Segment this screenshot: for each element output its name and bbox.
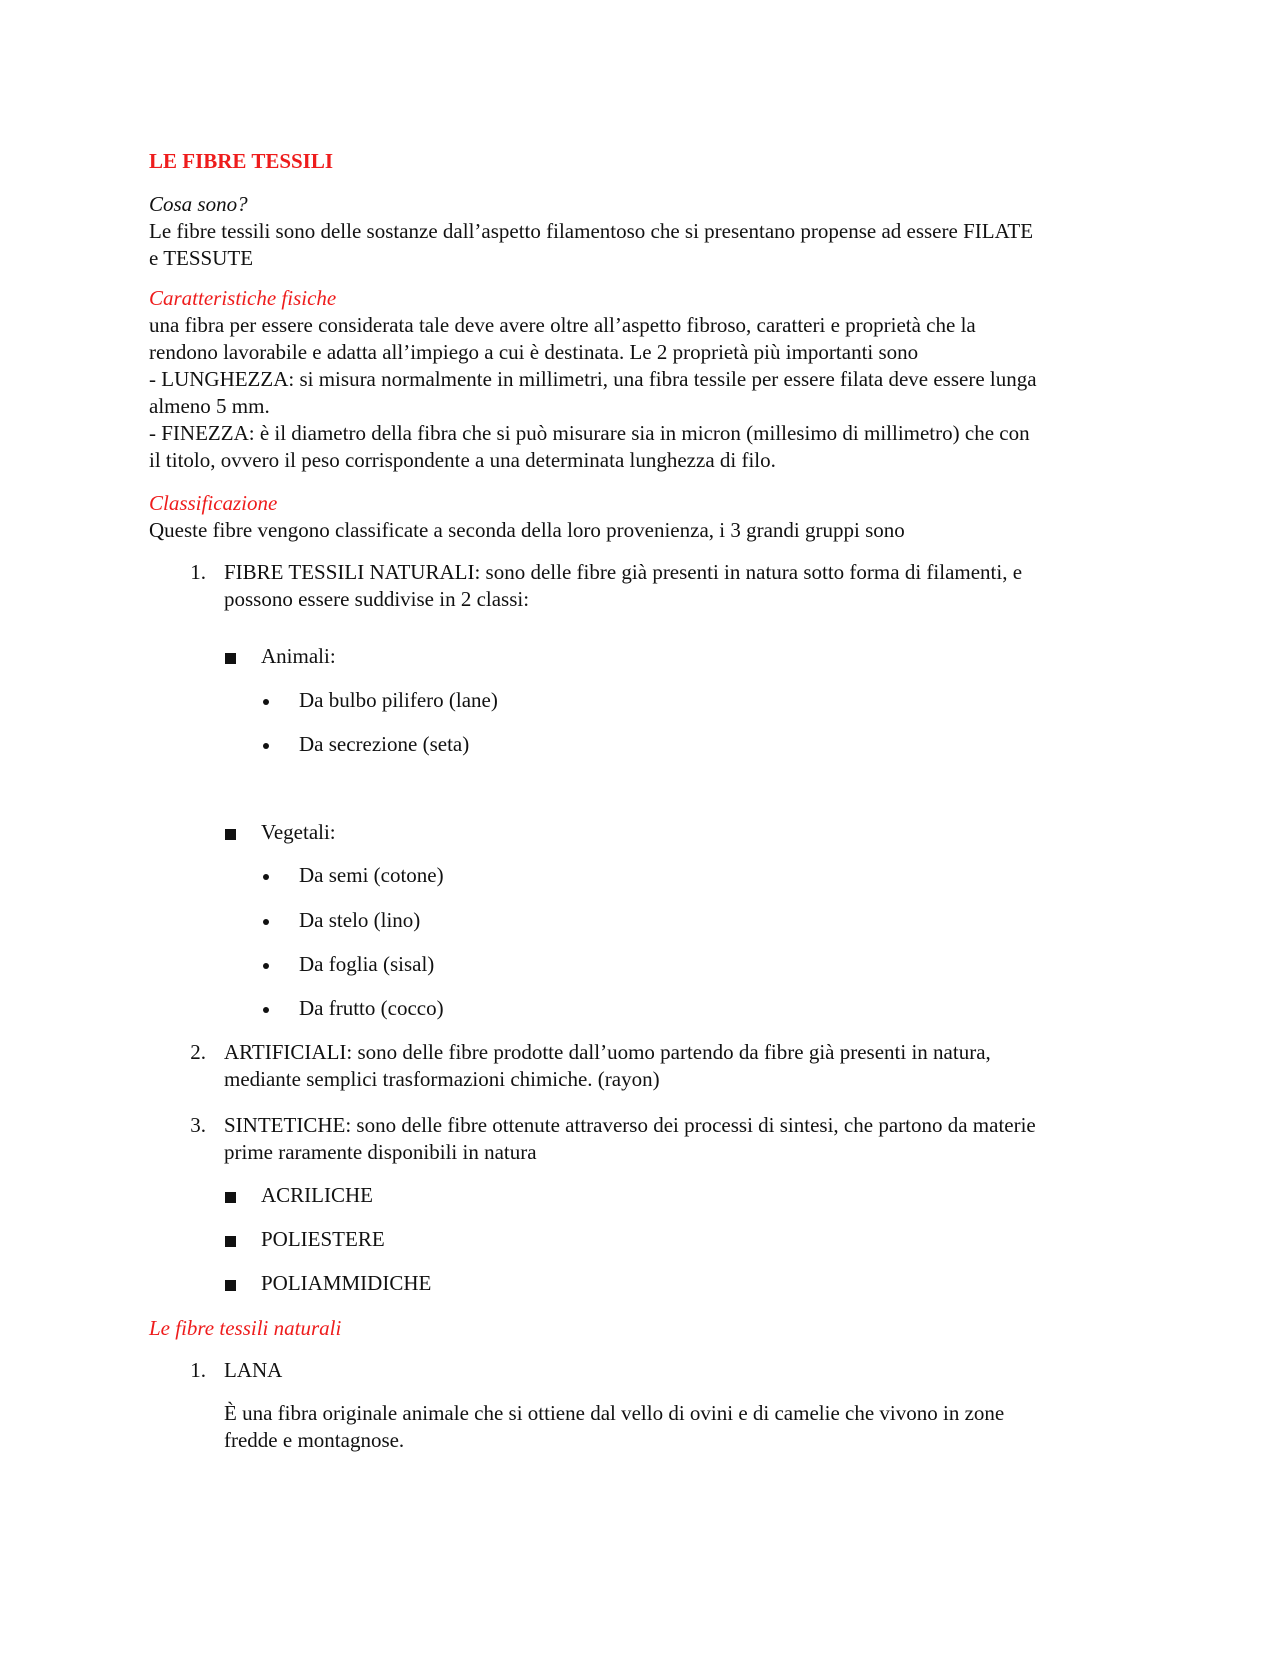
bullet-icon xyxy=(263,699,269,705)
list-item-text: Da bulbo pilifero (lane) xyxy=(299,688,498,712)
list-number: 1. xyxy=(190,560,206,584)
square-bullet-icon xyxy=(225,1236,236,1247)
physical-line-6: il titolo, ovvero il peso corrispondente a una determinata lunghezza di filo. xyxy=(149,448,776,472)
list-number: 2. xyxy=(190,1040,206,1064)
physical-line-2: rendono lavorabile e adatta all’impiego a cui è destinata. Le 2 proprietà più importanti sono xyxy=(149,340,919,364)
document-title: LE FIBRE TESSILI xyxy=(149,149,334,173)
list-item-text: ACRILICHE xyxy=(261,1183,373,1207)
list-item-text: SINTETICHE: sono delle fibre ottenute attraverso dei processi di sintesi, che partono da materie xyxy=(224,1113,1036,1137)
list-item-text: Da foglia (sisal) xyxy=(299,952,435,976)
classification-intro: Queste fibre vengono classificate a seconda della loro provenienza, i 3 grandi gruppi sono xyxy=(149,518,905,542)
list-item-text: ARTIFICIALI: sono delle fibre prodotte dall’uomo partendo da fibre già presenti in natura, xyxy=(224,1040,991,1064)
physical-line-5: - FINEZZA: è il diametro della fibra che si può misurare sia in micron (millesimo di millimetro) che con xyxy=(149,421,1030,445)
list-item-text: Da stelo (lino) xyxy=(299,908,421,932)
square-bullet-icon xyxy=(225,829,236,840)
list-number: 1. xyxy=(190,1358,206,1382)
intro-line-1: Le fibre tessili sono delle sostanze dall’aspetto filamentoso che si presentano propense ad essere FILATE xyxy=(149,219,1034,243)
bullet-icon xyxy=(263,1007,269,1013)
list-item-text: POLIESTERE xyxy=(261,1227,385,1251)
bullet-icon xyxy=(263,874,269,880)
list-item-text: Da frutto (cocco) xyxy=(299,996,444,1020)
list-item-text: Da semi (cotone) xyxy=(299,863,444,887)
list-item-text: prime raramente disponibili in natura xyxy=(224,1140,537,1164)
bullet-icon xyxy=(263,963,269,969)
bullet-icon xyxy=(263,743,269,749)
list-item-text: Animali: xyxy=(261,644,336,668)
list-item-text: FIBRE TESSILI NATURALI: sono delle fibre già presenti in natura sotto forma di filamenti, e xyxy=(224,560,1023,584)
paragraph-line: È una fibra originale animale che si ottiene dal vello di ovini e di camelie che vivono in zone xyxy=(224,1401,1005,1425)
list-number: 3. xyxy=(190,1113,206,1137)
square-bullet-icon xyxy=(225,1192,236,1203)
list-item-text: possono essere suddivise in 2 classi: xyxy=(224,587,530,611)
intro-line-2: e TESSUTE xyxy=(149,246,254,270)
square-bullet-icon xyxy=(225,1280,236,1291)
list-item-text: LANA xyxy=(224,1358,283,1382)
square-bullet-icon xyxy=(225,653,236,664)
paragraph-line: fredde e montagnose. xyxy=(224,1428,405,1452)
physical-line-1: una fibra per essere considerata tale deve avere oltre all’aspetto fibroso, caratteri e proprietà che la xyxy=(149,313,976,337)
list-item-text: mediante semplici trasformazioni chimiche. (rayon) xyxy=(224,1067,660,1091)
natural-heading: Le fibre tessili naturali xyxy=(149,1316,342,1340)
classification-heading: Classificazione xyxy=(149,491,278,515)
list-item-text: Vegetali: xyxy=(261,820,336,844)
bullet-icon xyxy=(263,919,269,925)
physical-line-4: almeno 5 mm. xyxy=(149,394,270,418)
list-item-text: Da secrezione (seta) xyxy=(299,732,470,756)
physical-heading: Caratteristiche fisiche xyxy=(149,286,337,310)
list-item-text: POLIAMMIDICHE xyxy=(261,1271,432,1295)
physical-line-3: - LUNGHEZZA: si misura normalmente in millimetri, una fibra tessile per essere filata deve essere lunga xyxy=(149,367,1037,391)
intro-heading: Cosa sono? xyxy=(149,192,248,216)
